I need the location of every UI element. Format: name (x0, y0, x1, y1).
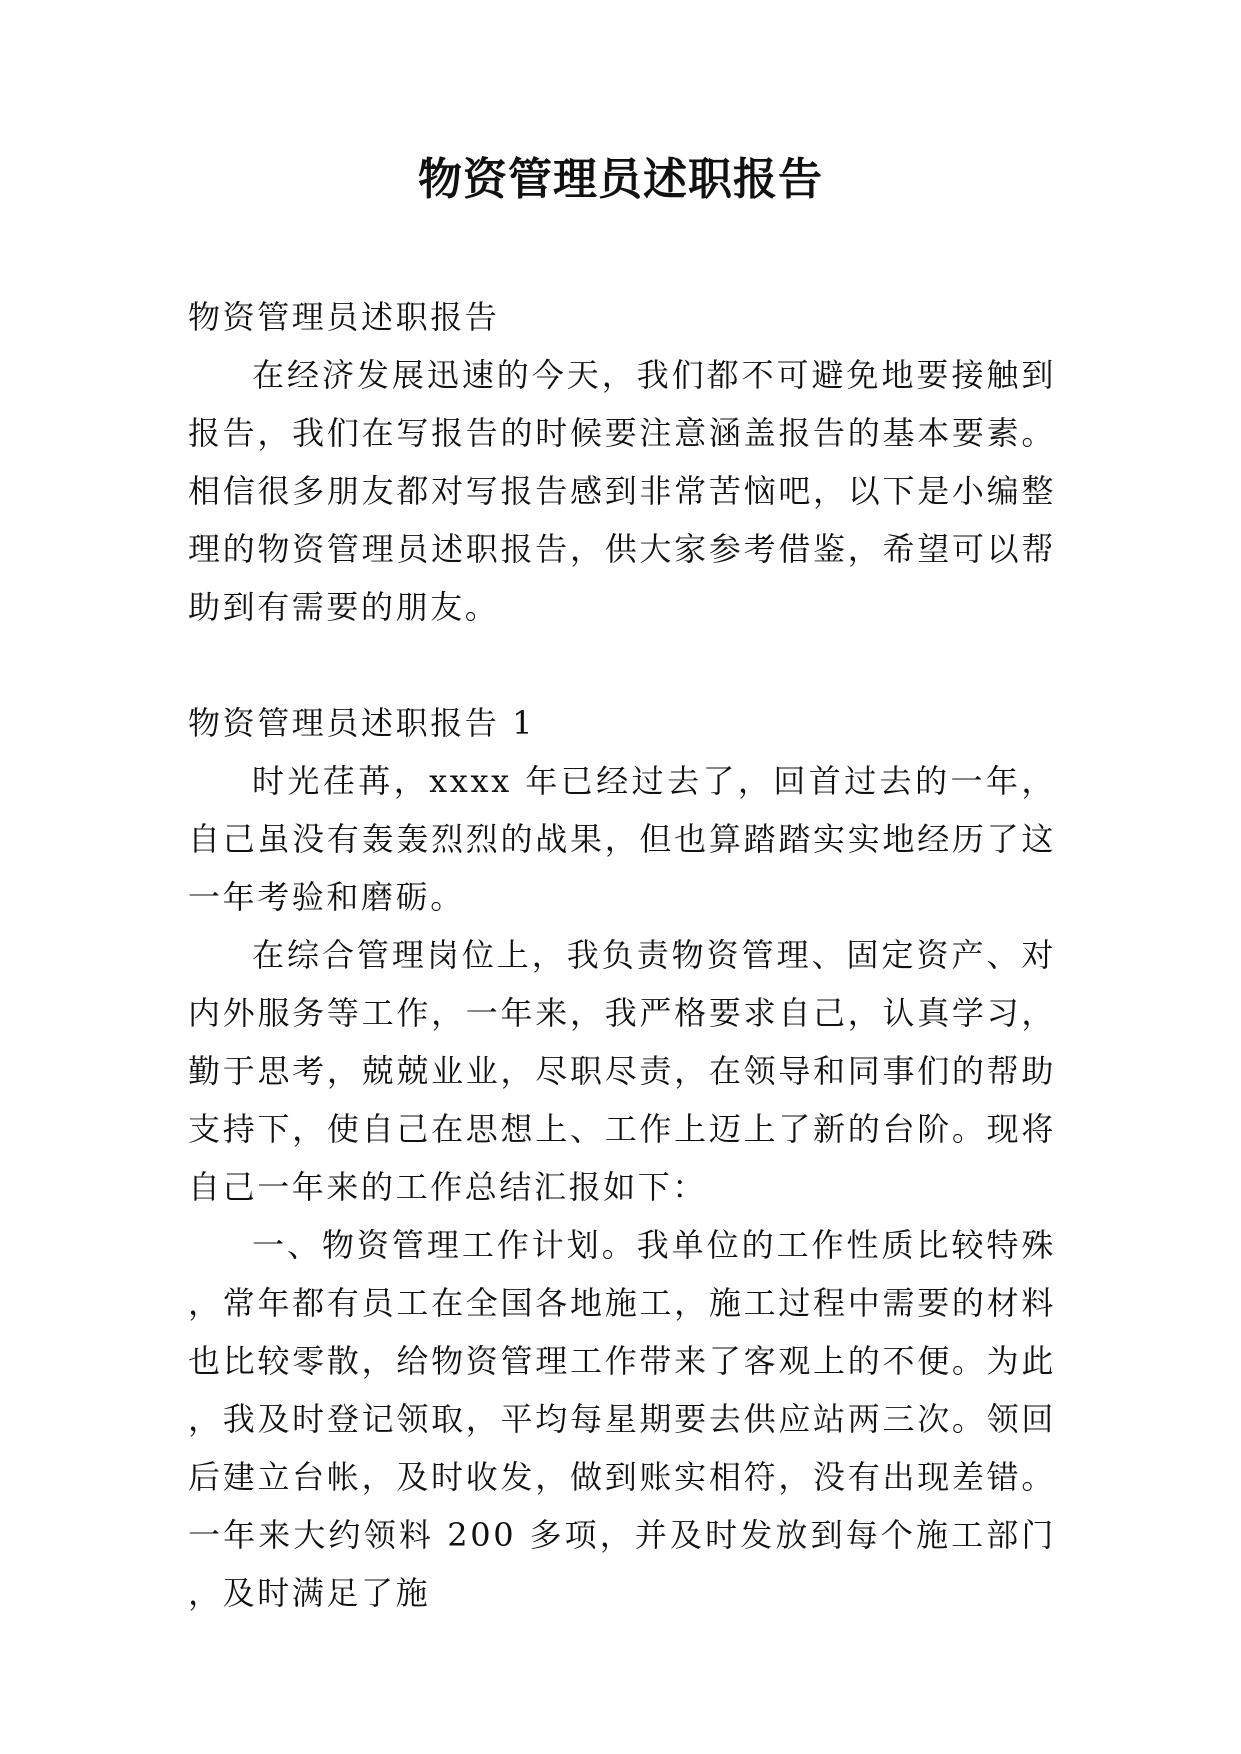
intro-heading: 物资管理员述职报告 (188, 298, 500, 336)
intro-paragraph: 在经济发展迅速的今天，我们都不可避免地要接触到报告，我们在写报告的时候要注意涵盖报告的基本要素。相信很多朋友都对写报告感到非常苦恼吧，以下是小编整理的物资管理员述职报告，供大家参考借鉴，希望可以帮助到有需要的朋友。 (188, 356, 1056, 626)
document-title: 物资管理员述职报告 (418, 154, 823, 205)
body-paragraph: 一、物资管理工作计划。我单位的工作性质比较特殊，常年都有员工在全国各地施工，施工过程中需要的材料也比较零散，给物资管理工作带来了客观上的不便。为此，我及时登记领取，平均每星期要去供应站两三次。领回后建立台帐，及时收发，做到账实相符，没有出现差错。一年来大约领料 200 多项，并及时发放到每个施工部门，及时满足了施 (188, 1226, 1056, 1612)
body-paragraph: 时光荏苒，xxxx 年已经过去了，回首过去的一年，自己虽没有轰轰烈烈的战果，但也算踏踏实实地经历了这一年考验和磨砺。 (188, 762, 1056, 916)
body-paragraph: 在综合管理岗位上，我负责物资管理、固定资产、对内外服务等工作，一年来，我严格要求自己，认真学习，勤于思考，兢兢业业，尽职尽责，在领导和同事们的帮助支持下，使自己在思想上、工作上迈上了新的台阶。现将自己一年来的工作总结汇报如下： (188, 936, 1056, 1206)
section-heading: 物资管理员述职报告 1 (188, 704, 536, 742)
document-body (188, 288, 1056, 1622)
section-gap (188, 636, 1056, 694)
